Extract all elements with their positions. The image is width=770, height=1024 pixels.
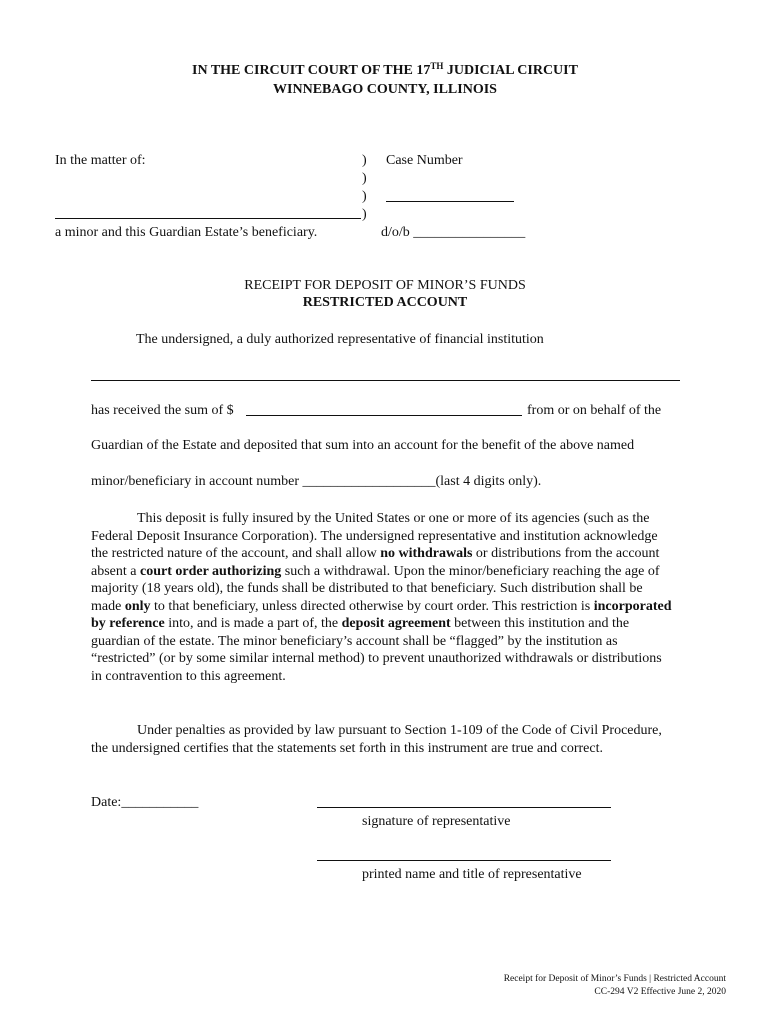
court-heading-prefix: IN THE CIRCUIT COURT OF THE 17 <box>192 63 431 78</box>
paragraph-text: into, and is made a part of, the <box>164 616 342 631</box>
caption-paren: ) <box>362 171 367 186</box>
paragraph-emphasis: court order authorizing <box>139 563 282 579</box>
dob-label: d/o/b ________________ <box>381 225 526 240</box>
paragraph-text: such a withdrawal. Upon the minor/beneficiary reaching the age of majority (18 years old), the funds shall be distributed to that beneficiary. Such distribution shall be made <box>91 563 660 614</box>
caption-paren: ) <box>362 207 367 222</box>
paragraph-text: Under penalties as provided by law pursuant to Section 1-109 of the Code of Civil Procedure, the undersigned certifies that the statements set forth in this instrument are true and correct. <box>91 723 662 756</box>
printed-name-line[interactable] <box>317 860 611 861</box>
caption-paren: ) <box>362 153 367 168</box>
footer-title: Receipt for Deposit of Minor’s Funds | Restricted Account <box>503 974 726 984</box>
paragraph-text: or distributions from the account absent a <box>91 546 660 579</box>
intro-text: The undersigned, a duly authorized representative of financial institution <box>136 332 544 347</box>
paragraph-emphasis: only <box>124 598 151 614</box>
institution-name-line[interactable] <box>91 380 680 381</box>
beneficiary-label: a minor and this Guardian Estate’s beneficiary. <box>55 225 318 240</box>
paragraph-emphasis: deposit agreement <box>341 616 451 631</box>
paragraph-text: to that beneficiary, unless directed otherwise by court order. This restriction is <box>150 598 594 614</box>
paragraph-emphasis: no withdrawals <box>380 546 473 561</box>
footer-form-number: CC-294 V2 Effective June 2, 2020 <box>594 987 726 997</box>
document-subtitle: RESTRICTED ACCOUNT <box>302 295 468 310</box>
court-heading-superscript: TH <box>430 61 444 71</box>
paragraph-text: This deposit is fully insured by the United States or one or more of its agencies (such as the Federal Deposit Insurance Corporation). The undersigned representative and institution acknowledge the restricted nature of the account, and shall allow <box>91 511 658 561</box>
certification-paragraph <box>91 722 675 757</box>
signature-line[interactable] <box>317 807 611 808</box>
court-heading-suffix: JUDICIAL CIRCUIT <box>443 63 578 78</box>
signature-label: signature of representative <box>362 814 511 829</box>
court-heading <box>0 62 770 80</box>
restriction-paragraph <box>91 510 675 685</box>
document-title: RECEIPT FOR DEPOSIT OF MINOR’S FUNDS <box>244 278 526 293</box>
sum-prefix-text: has received the sum of $ <box>91 403 234 418</box>
guardian-text: Guardian of the Estate and deposited that sum into an account for the benefit of the above named <box>91 438 635 453</box>
paragraph-text: between this institution and the guardian of the estate. The minor beneficiary’s account shall be “flagged” by the institution as “restricted” (or by some similar internal method) to prevent unauthorized withdrawals or distributions in contravention to this agreement. <box>91 616 662 684</box>
case-number-label: Case Number <box>386 153 463 168</box>
account-number-text: minor/beneficiary in account number ___________________(last 4 digits only). <box>91 474 542 489</box>
printed-name-label: printed name and title of representative <box>362 867 582 882</box>
sum-suffix-text: from or on behalf of the <box>527 403 662 418</box>
county-heading: WINNEBAGO COUNTY, ILLINOIS <box>273 82 497 97</box>
sum-amount-line[interactable] <box>246 415 522 416</box>
paragraph-emphasis: incorporated by reference <box>91 598 672 631</box>
minor-name-line[interactable] <box>55 218 361 219</box>
caption-paren: ) <box>362 189 367 204</box>
date-field[interactable]: Date:___________ <box>91 795 199 810</box>
matter-label: In the matter of: <box>55 153 146 168</box>
case-number-line[interactable] <box>386 201 514 202</box>
